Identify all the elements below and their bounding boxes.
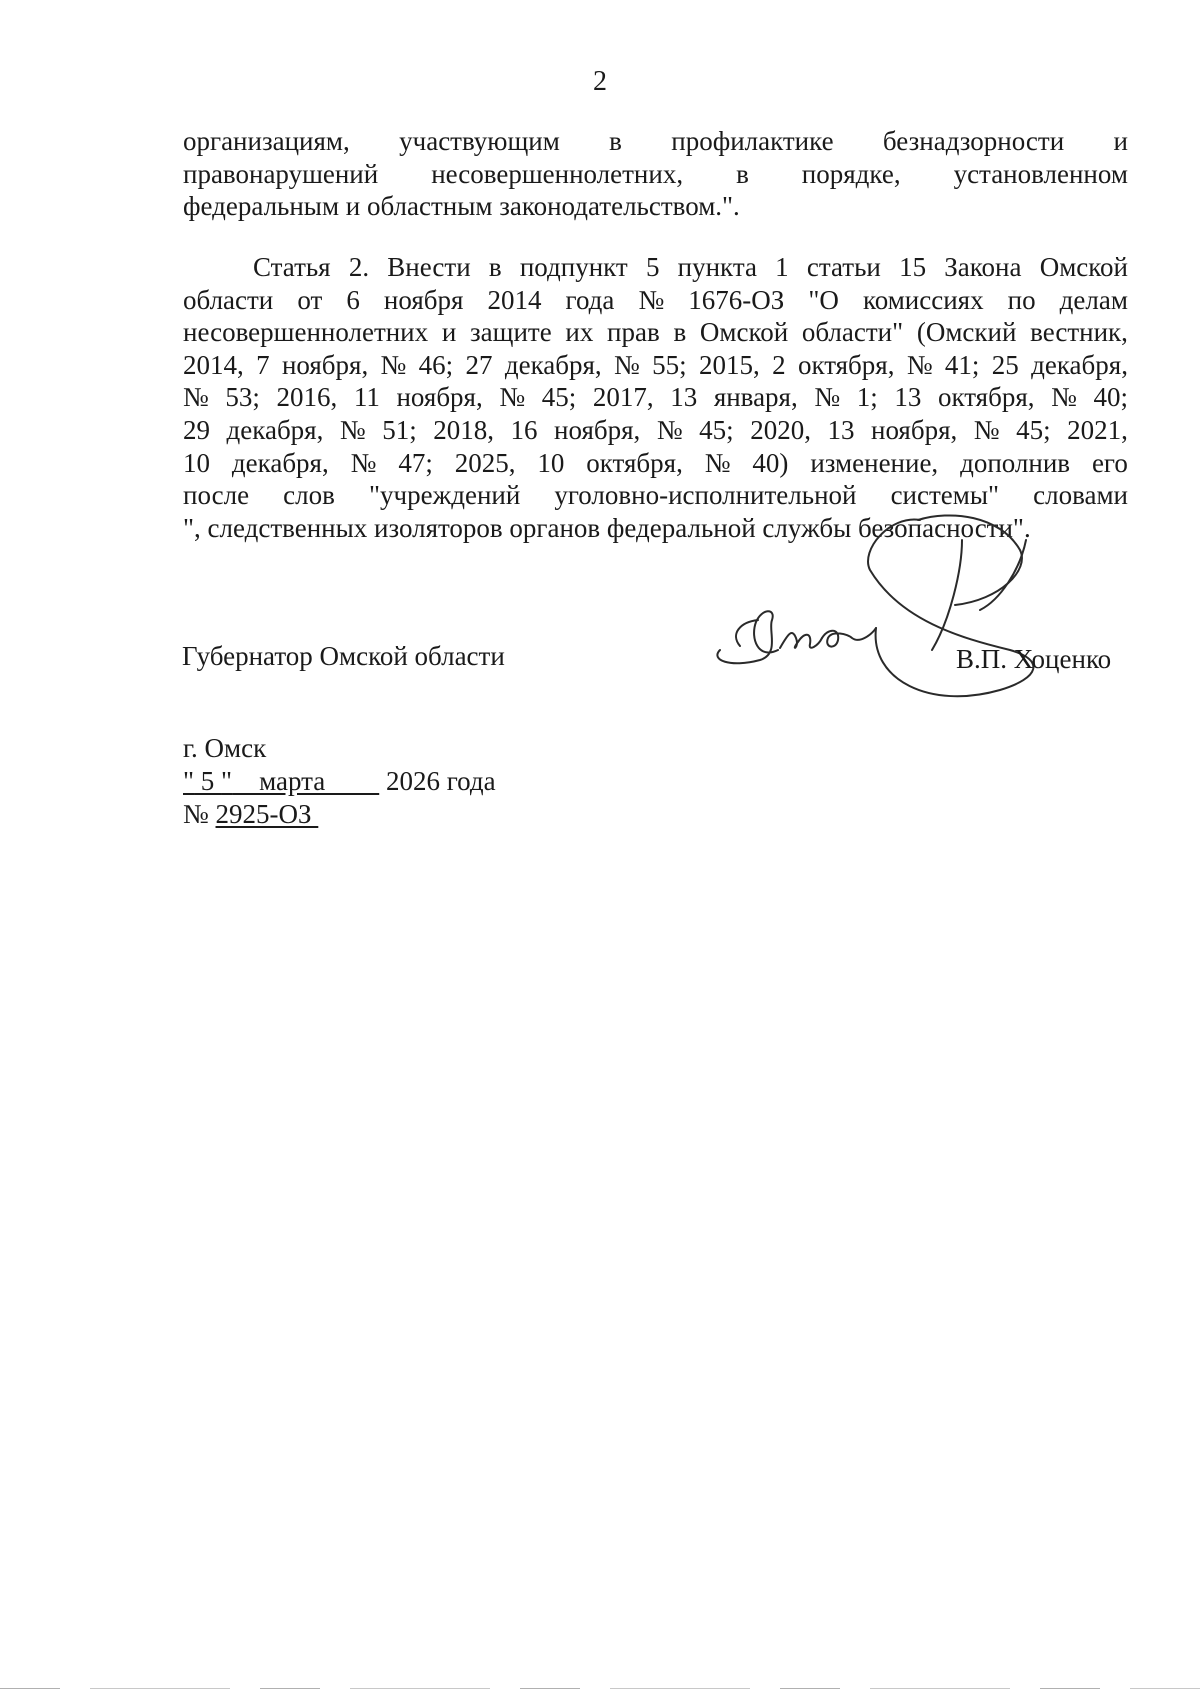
word: 5 <box>645 252 660 282</box>
word: в <box>488 252 502 282</box>
word: 45; <box>1016 414 1051 445</box>
word: декабря, <box>226 414 324 445</box>
word: 2014, <box>183 349 244 380</box>
word: 2021, <box>1067 414 1128 445</box>
word: 10 <box>183 447 210 478</box>
word: словами <box>1033 480 1128 511</box>
handwritten-signature <box>700 510 1100 750</box>
word: № <box>380 349 407 380</box>
word: в <box>609 126 622 156</box>
governor-title: Губернатор Омской области <box>182 641 505 671</box>
word: января, <box>713 382 798 413</box>
word: октября, <box>797 349 895 380</box>
word: правонарушений <box>183 158 379 189</box>
word: 13 <box>827 414 855 445</box>
word: № <box>614 349 640 380</box>
word: 16 <box>510 414 538 445</box>
word: № <box>1051 382 1077 413</box>
word: ноября, <box>554 414 641 445</box>
word: 47; <box>398 447 433 478</box>
word: уголовно-исполнительной <box>554 480 857 511</box>
word: года <box>565 284 615 315</box>
word: № <box>704 447 731 478</box>
word: их <box>565 317 594 348</box>
word: статьи <box>806 252 881 282</box>
word: ноября <box>383 284 464 315</box>
word: слов <box>283 480 335 511</box>
word: ноября, <box>396 382 483 413</box>
intro-paragraph <box>183 125 1128 223</box>
word: 53; <box>225 382 260 413</box>
word: прав <box>607 317 660 348</box>
word: подпункт <box>519 252 628 282</box>
word: и <box>441 317 457 348</box>
date-day: 5 <box>194 766 222 796</box>
law-number: 2925-ОЗ <box>215 799 319 829</box>
word: 6 <box>346 284 360 315</box>
word: 45; <box>541 382 577 413</box>
word: № <box>339 414 366 445</box>
word: 1; <box>856 382 878 413</box>
word: 25 <box>991 349 1019 380</box>
word: 2 <box>772 349 786 380</box>
word: № <box>973 414 1000 445</box>
city: г. Омск <box>183 733 267 763</box>
word: 27 <box>465 349 493 380</box>
word: дополнив <box>960 447 1071 478</box>
word: Внести <box>387 252 471 282</box>
document-meta <box>183 732 496 831</box>
word: несовершеннолетних, <box>431 158 684 189</box>
word: 7 <box>256 349 270 380</box>
article-line <box>183 316 1128 349</box>
word: по <box>1007 284 1036 315</box>
word: пункта <box>677 252 757 282</box>
word: "О <box>808 284 839 315</box>
word: 55; <box>652 349 687 380</box>
word: октября, <box>937 382 1035 413</box>
word: изменение, <box>810 447 939 478</box>
word: участвующим <box>399 126 560 156</box>
article-2-paragraph <box>183 251 1128 544</box>
word: 11 <box>353 382 380 413</box>
word: области" <box>801 317 904 348</box>
word: "учреждений <box>368 480 521 511</box>
word: декабря, <box>504 349 602 380</box>
word: ноября, <box>281 349 369 380</box>
word: 41; <box>944 349 980 380</box>
word: 2018, <box>433 414 494 445</box>
word: и <box>1113 126 1128 156</box>
word: 40; <box>1093 382 1128 413</box>
word: 29 <box>183 414 210 445</box>
word: 2025, <box>454 447 516 478</box>
word: Статья <box>253 252 331 282</box>
word: установленном <box>953 158 1128 189</box>
word: 2015, <box>699 349 760 380</box>
word: Омской <box>699 317 789 348</box>
intro-line-1 <box>183 125 1128 158</box>
word: после <box>183 480 250 511</box>
word: комиссиях <box>862 284 984 315</box>
word: 1 <box>775 252 789 282</box>
word: 45; <box>699 414 734 445</box>
date-year: 2026 года <box>379 766 496 796</box>
date-close-quote: " <box>221 766 233 796</box>
word: 13 <box>670 382 698 413</box>
article-line <box>183 447 1128 480</box>
date-line <box>183 765 496 798</box>
word: 40) <box>752 447 789 478</box>
article-line <box>183 414 1128 447</box>
word: защите <box>470 317 552 348</box>
word: 10 <box>537 447 565 478</box>
word: № <box>656 414 683 445</box>
word: № <box>499 382 526 413</box>
word: 46; <box>418 349 454 380</box>
article-line <box>183 381 1128 414</box>
article-line <box>183 479 1128 512</box>
word: в <box>736 158 749 189</box>
word: 2. <box>348 252 370 282</box>
date-open-quote: " <box>183 766 195 796</box>
word: системы" <box>890 480 1000 511</box>
article-line <box>183 251 1128 284</box>
word: от <box>297 284 323 315</box>
law-number-prefix: № <box>183 799 216 829</box>
page-number: 2 <box>593 66 607 97</box>
word: Закона <box>944 252 1022 282</box>
governor-name: В.П. Хоценко <box>956 644 1112 674</box>
word: октября, <box>586 447 683 478</box>
word: порядке, <box>801 158 901 189</box>
word: 2016, <box>276 382 338 413</box>
word: декабря, <box>1031 349 1128 380</box>
word: (Омский <box>916 317 1017 348</box>
word: вестник, <box>1030 317 1128 348</box>
word: области <box>183 284 274 315</box>
word: декабря, <box>231 447 329 478</box>
word: ноября, <box>871 414 958 445</box>
word: профилактике <box>671 126 834 156</box>
word: Омской <box>1039 252 1128 282</box>
word: 2014 <box>487 284 542 315</box>
intro-line-3: федеральным и областным законодательством.". <box>183 191 740 222</box>
date-month: марта <box>232 766 380 796</box>
intro-line-2 <box>183 158 1128 191</box>
article-last-line: ", следственных изоляторов органов федеральной службы безопасности". <box>183 512 1031 543</box>
scan-edge-line <box>0 1688 1200 1689</box>
word: № <box>183 382 209 413</box>
word: № <box>814 382 841 413</box>
word: безнадзорности <box>882 126 1065 156</box>
word: 51; <box>382 414 417 445</box>
word: № <box>350 447 377 478</box>
word: организациям, <box>183 126 350 156</box>
law-number-line <box>183 798 496 831</box>
word: в <box>673 317 687 348</box>
word: 1676-ОЗ <box>688 284 785 315</box>
article-line <box>183 284 1128 317</box>
article-line <box>183 349 1128 382</box>
word: № <box>906 349 933 380</box>
word: несовершеннолетних <box>183 317 429 348</box>
word: 2017, <box>592 382 654 413</box>
word: 13 <box>894 382 922 413</box>
word: 15 <box>899 252 927 282</box>
word: № <box>638 284 665 315</box>
word: 2020, <box>750 414 811 445</box>
word: его <box>1091 447 1128 478</box>
word: делам <box>1059 284 1128 315</box>
